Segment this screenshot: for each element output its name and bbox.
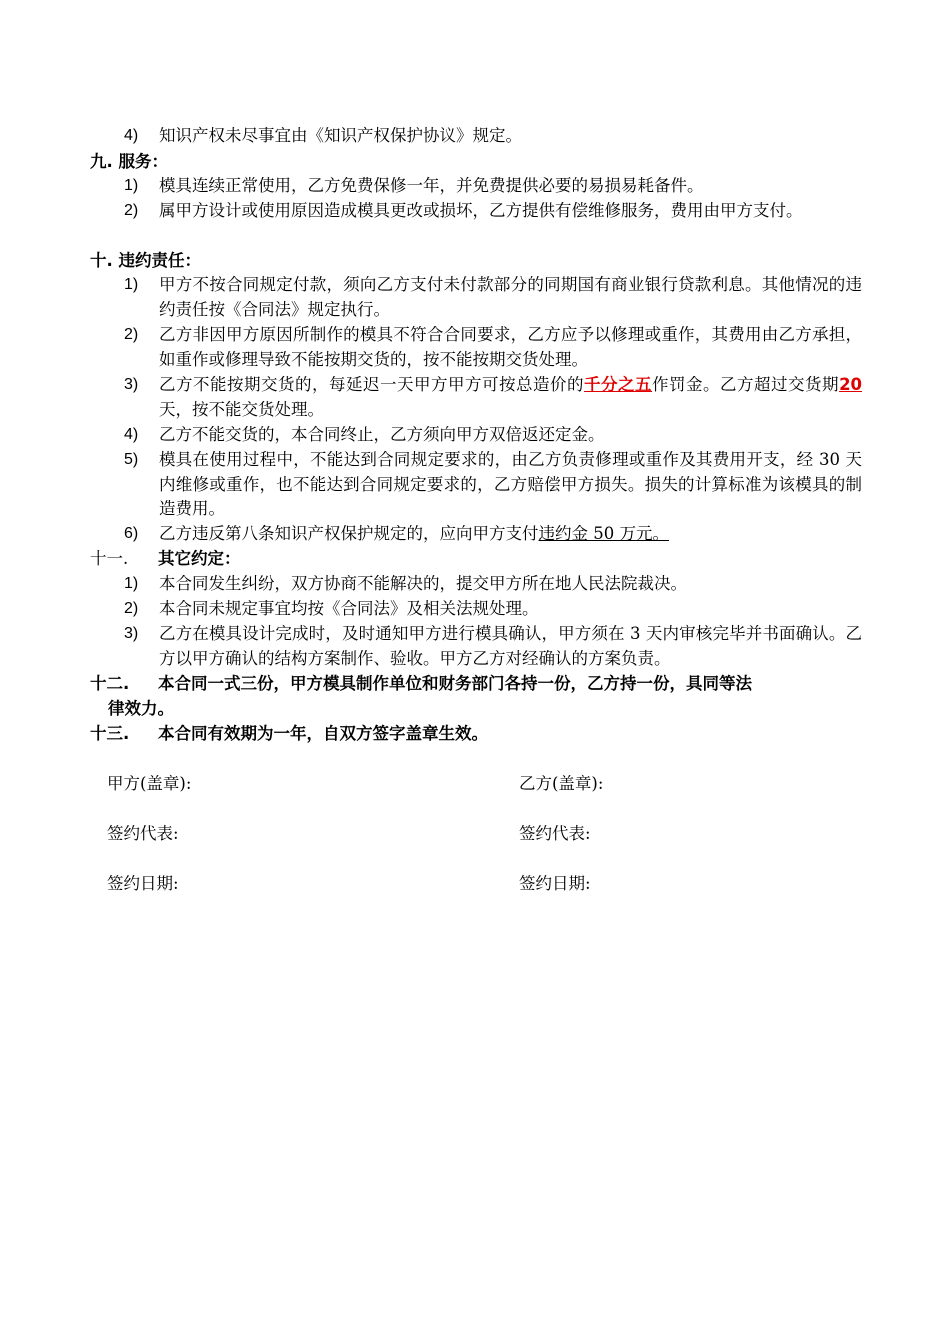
section-number: 十一. [90, 549, 129, 568]
breach-item-2 [124, 323, 862, 372]
section-number: 十. [90, 251, 113, 270]
section-9-heading [90, 150, 168, 174]
section-text: 本合同一式三份，甲方模具制作单位和财务部门各持一份，乙方持一份，具同等法 [158, 674, 752, 693]
item-text: 模具在使用过程中，不能达到合同规定要求的，由乙方负责修理或重作及其费用开支，经 30 天内维修或重作，也不能达到合同规定要求的，乙方赔偿甲方损失。损失的计算标准为该模具的制造费用。 [159, 450, 862, 518]
item-number: 2) [124, 326, 139, 343]
section-number: 十三. [90, 724, 130, 743]
text-segment: 乙方违反第八条知识产权保护规定的，应向甲方支付 [159, 524, 539, 543]
other-item-2 [124, 597, 862, 622]
breach-item-1 [124, 273, 862, 322]
party-b-seal-label: 乙方(盖章): [519, 774, 604, 793]
item-text [159, 373, 862, 422]
section-text: 本合同有效期为一年，自双方签字盖章生效。 [158, 724, 488, 743]
section-11-heading [90, 547, 241, 571]
party-a-seal-label: 甲方(盖章): [107, 774, 192, 793]
item-text: 乙方在模具设计完成时，及时通知甲方进行模具确认，甲方须在 3 天内审核完毕并书面确认。乙方以甲方确认的结构方案制作、验收。甲方乙方对经确认的方案负责。 [159, 624, 862, 668]
section-title: 违约责任： [118, 251, 202, 270]
item-text [159, 522, 862, 547]
ip-item-4 [124, 124, 862, 149]
section-12 [90, 672, 862, 721]
section-number: 九. [90, 152, 113, 171]
party-a-date-label: 签约日期: [107, 874, 179, 893]
overdue-days-highlight: 20 [839, 375, 863, 394]
section-title: 其它约定： [158, 549, 241, 568]
item-number: 6) [124, 525, 139, 542]
breach-item-4 [124, 423, 862, 448]
item-number: 1) [124, 575, 139, 592]
item-number: 3) [124, 376, 139, 393]
other-item-1 [124, 572, 862, 597]
text-segment: 乙方不能按期交货的，每延迟一天甲方甲方可按总造价的 [159, 375, 585, 394]
item-text: 模具连续正常使用，乙方免费保修一年，并免费提供必要的易损易耗备件。 [159, 176, 704, 195]
item-text: 乙方非因甲方原因所制作的模具不符合合同要求，乙方应予以修理或重作，其费用由乙方承担，如重作或修理导致不能按期交货的，按不能按期交货处理。 [159, 325, 862, 369]
item-text: 知识产权未尽事宜由《知识产权保护协议》规定。 [159, 126, 522, 145]
breach-item-3 [124, 373, 862, 422]
breach-item-5 [124, 448, 862, 522]
party-b-rep-label: 签约代表: [519, 824, 591, 843]
section-title: 服务： [118, 152, 169, 171]
item-text: 甲方不按合同规定付款，须向乙方支付未付款部分的同期国有商业银行贷款利息。其他情况的违约责任按《合同法》规定执行。 [159, 275, 862, 319]
party-a-rep-label: 签约代表: [107, 824, 179, 843]
item-number: 2) [124, 600, 139, 617]
item-number: 3) [124, 625, 139, 642]
penalty-rate-highlight: 千分之五 [584, 375, 653, 394]
item-text: 本合同未规定事宜均按《合同法》及相关法规处理。 [159, 599, 539, 618]
breach-item-6 [124, 522, 862, 547]
item-text: 乙方不能交货的，本合同终止，乙方须向甲方双倍返还定金。 [159, 425, 605, 444]
party-b-date-label: 签约日期: [519, 874, 591, 893]
item-text: 本合同发生纠纷，双方协商不能解决的，提交甲方所在地人民法院裁决。 [159, 574, 687, 593]
service-item-1 [124, 174, 862, 199]
other-item-3 [124, 622, 862, 671]
item-number: 1) [124, 177, 139, 194]
section-13 [90, 722, 862, 747]
section-text-continued: 律效力。 [108, 698, 174, 718]
item-number: 2) [124, 202, 139, 219]
text-segment: 天，按不能交货处理。 [159, 399, 324, 419]
item-number: 4) [124, 127, 139, 144]
section-number: 十二. [90, 674, 130, 693]
service-item-2 [124, 199, 862, 224]
item-number: 4) [124, 426, 139, 443]
penalty-amount: 违约金 50 万元。 [538, 524, 669, 543]
item-text: 属甲方设计或使用原因造成模具更改或损坏，乙方提供有偿维修服务，费用由甲方支付。 [159, 201, 803, 220]
item-number: 5) [124, 451, 139, 468]
section-10-heading [90, 249, 201, 273]
item-number: 1) [124, 276, 139, 293]
text-segment: 作罚金。乙方超过交货期 [652, 375, 840, 394]
